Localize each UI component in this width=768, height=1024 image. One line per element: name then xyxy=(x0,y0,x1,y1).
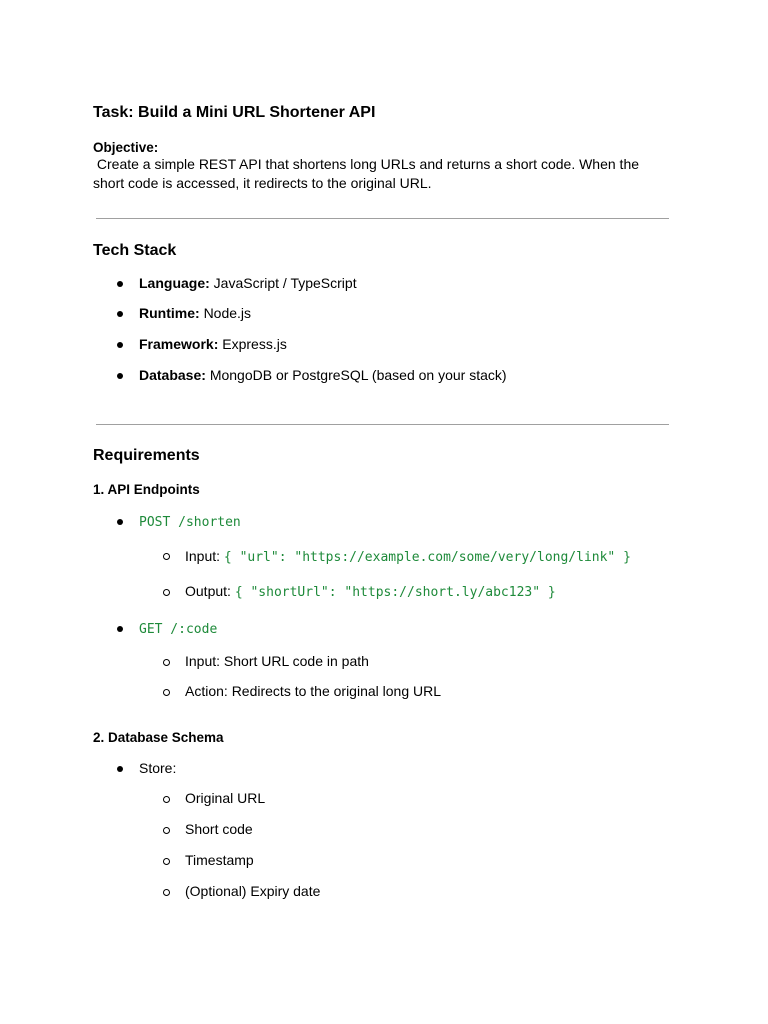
tech-label: Runtime: xyxy=(139,305,200,321)
database-schema-heading: 2. Database Schema xyxy=(93,730,224,745)
endpoint-route: POST /shorten xyxy=(139,515,241,530)
detail-code: { "url": "https://example.com/some/very/long/link" } xyxy=(223,550,631,565)
detail-text: Input: Short URL code in path xyxy=(185,653,369,669)
list-item xyxy=(139,760,176,776)
tech-label: Database: xyxy=(139,367,206,383)
sub-bullet-icon xyxy=(163,827,170,834)
endpoint-route: GET /:code xyxy=(139,622,218,637)
sub-bullet-icon xyxy=(163,889,170,896)
sub-bullet-icon xyxy=(163,553,170,560)
objective-text-content: Create a simple REST API that shortens long URLs and returns a short code. When the short code is accessed, it redirects to the original URL. xyxy=(93,156,640,191)
detail-label: Output: xyxy=(185,583,231,599)
store-label: Store: xyxy=(139,760,177,776)
objective-text xyxy=(93,155,673,193)
bullet-icon xyxy=(117,311,123,317)
tech-value: Express.js xyxy=(222,336,287,352)
list-item xyxy=(139,620,217,637)
list-item xyxy=(185,821,253,837)
detail-code: { "shortUrl": "https://short.ly/abc123" } xyxy=(234,585,556,600)
tech-label: Language: xyxy=(139,275,210,291)
tech-stack-heading: Tech Stack xyxy=(93,242,177,259)
detail-label: Input: xyxy=(185,548,221,564)
list-item xyxy=(139,275,357,291)
bullet-icon xyxy=(117,519,123,525)
tech-value: JavaScript / TypeScript xyxy=(213,275,357,291)
divider-1 xyxy=(96,218,669,219)
bullet-icon xyxy=(117,766,123,772)
bullet-icon xyxy=(117,281,123,287)
list-item xyxy=(185,852,254,868)
page-title: Task: Build a Mini URL Shortener API xyxy=(93,104,376,121)
list-item xyxy=(185,790,265,806)
sub-bullet-icon xyxy=(163,796,170,803)
tech-value: Node.js xyxy=(203,305,252,321)
bullet-icon xyxy=(117,342,123,348)
tech-value: MongoDB or PostgreSQL (based on your stack) xyxy=(209,367,507,383)
schema-field: Original URL xyxy=(185,790,266,806)
sub-bullet-icon xyxy=(163,689,170,696)
tech-label: Framework: xyxy=(139,336,219,352)
list-item xyxy=(139,367,507,383)
bullet-icon xyxy=(117,373,123,379)
api-endpoints-heading: 1. API Endpoints xyxy=(93,482,200,497)
sub-bullet-icon xyxy=(163,858,170,865)
divider-2 xyxy=(96,424,669,425)
objective-label: Objective: xyxy=(93,140,159,155)
schema-field: Timestamp xyxy=(185,852,254,868)
list-item xyxy=(185,683,441,699)
detail-text: Action: Redirects to the original long URL xyxy=(185,683,442,699)
sub-bullet-icon xyxy=(163,589,170,596)
list-item xyxy=(139,336,287,352)
bullet-icon xyxy=(117,626,123,632)
list-item xyxy=(139,513,241,530)
schema-field: (Optional) Expiry date xyxy=(185,883,321,899)
list-item xyxy=(185,883,320,899)
list-item xyxy=(185,583,556,600)
requirements-heading: Requirements xyxy=(93,447,200,464)
list-item xyxy=(185,548,631,565)
schema-field: Short code xyxy=(185,821,253,837)
list-item xyxy=(139,305,251,321)
sub-bullet-icon xyxy=(163,659,170,666)
list-item xyxy=(185,653,369,669)
